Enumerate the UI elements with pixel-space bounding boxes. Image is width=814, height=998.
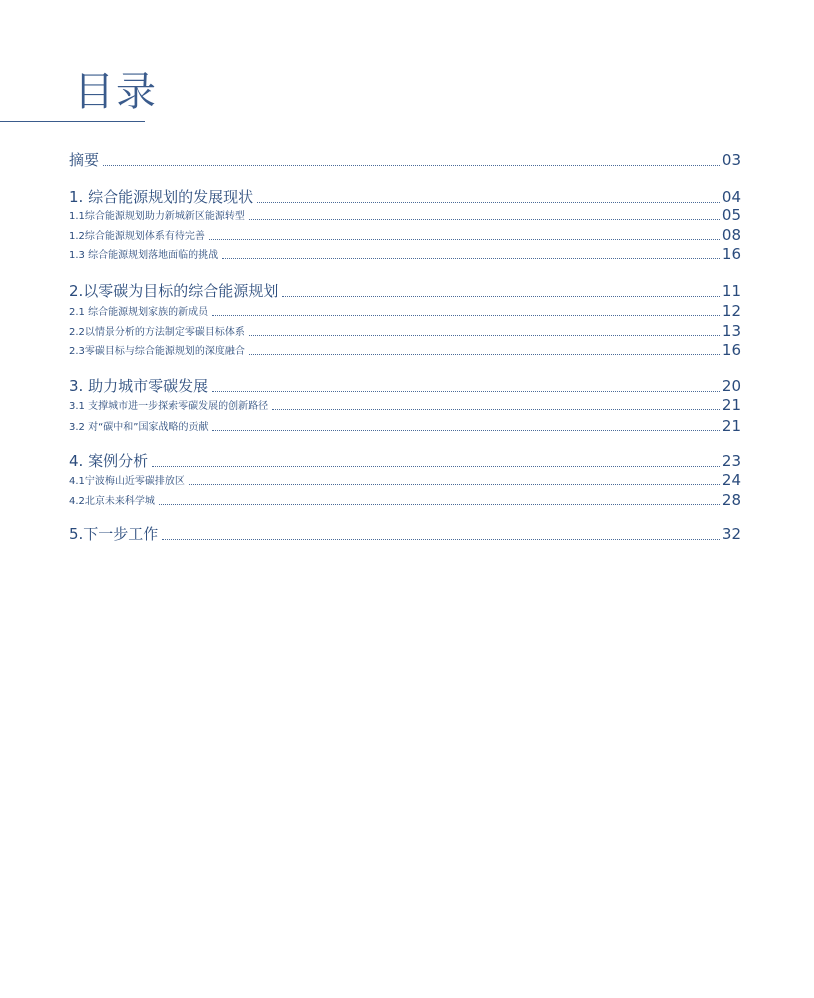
toc-entry-4-2[interactable]: [69, 491, 741, 510]
toc-page-number: 08: [721, 226, 741, 244]
toc-entry-label: 3.2 对“碳中和”国家战略的贡献: [69, 422, 209, 433]
toc-entry-label: 1.1综合能源规划助力新城新区能源转型: [69, 211, 245, 222]
toc-entry-label: 3. 助力城市零碳发展: [69, 377, 209, 395]
leader-dots: [209, 239, 720, 240]
toc-entry-section-5[interactable]: [69, 524, 741, 544]
toc-entry-3-2[interactable]: [69, 417, 741, 436]
leader-dots: [249, 335, 720, 336]
leader-dots: [212, 391, 720, 392]
toc-entry-label: 2.以零碳为目标的综合能源规划: [69, 282, 279, 300]
toc-page-number: 12: [721, 302, 741, 320]
toc-page-number: 04: [721, 188, 741, 206]
toc-entry-4-1[interactable]: [69, 471, 741, 490]
toc-page-number: 03: [721, 151, 741, 169]
title-underline: [0, 121, 145, 122]
toc-page-number: 13: [721, 322, 741, 340]
leader-dots: [159, 504, 720, 505]
toc-entry-section-3[interactable]: [69, 376, 741, 396]
leader-dots: [189, 484, 720, 485]
toc-page-number: 32: [721, 525, 741, 543]
leader-dots: [212, 315, 720, 316]
toc-entry-label: 2.1 综合能源规划家族的新成员: [69, 307, 209, 318]
page-title: 目录: [74, 69, 158, 115]
toc-entry-label: 3.1 支撑城市进一步探索零碳发展的创新路径: [69, 401, 269, 412]
toc-page-number: 16: [721, 245, 741, 263]
toc-entry-1-3[interactable]: [69, 245, 741, 264]
toc-entry-2-2[interactable]: [69, 322, 741, 341]
toc-entry-label: 1.2综合能源规划体系有待完善: [69, 231, 205, 242]
toc-page-number: 20: [721, 377, 741, 395]
leader-dots: [249, 354, 720, 355]
toc-entry-label: 1.3 综合能源规划落地面临的挑战: [69, 250, 219, 261]
leader-dots: [257, 202, 720, 203]
toc-entry-section-1[interactable]: [69, 187, 741, 207]
toc-entry-3-1[interactable]: [69, 396, 741, 415]
toc-entry-label: 2.3零碳目标与综合能源规划的深度融合: [69, 346, 245, 357]
toc-entry-label: 1. 综合能源规划的发展现状: [69, 188, 254, 206]
leader-dots: [222, 258, 720, 259]
toc-page-number: 21: [721, 396, 741, 414]
leader-dots: [103, 165, 720, 166]
leader-dots: [249, 219, 720, 220]
toc-entry-label: 4.1宁波梅山近零碳排放区: [69, 476, 185, 487]
leader-dots: [212, 430, 719, 431]
toc-entry-label: 摘要: [69, 151, 100, 169]
leader-dots: [272, 409, 720, 410]
leader-dots: [152, 466, 720, 467]
toc-entry-section-2[interactable]: [69, 281, 741, 301]
leader-dots: [282, 296, 720, 297]
toc-entry-label: 4.2北京未来科学城: [69, 496, 155, 507]
toc-entry-section-4[interactable]: [69, 451, 741, 471]
leader-dots: [162, 539, 720, 540]
toc-entry-label: 5.下一步工作: [69, 525, 159, 543]
toc-entry-2-1[interactable]: [69, 302, 741, 321]
toc-page-number: 24: [721, 471, 741, 489]
toc-entry-label: 2.2以情景分析的方法制定零碳目标体系: [69, 327, 245, 338]
toc-page-number: 21: [721, 417, 741, 435]
toc-entry-1-1[interactable]: [69, 206, 741, 225]
toc-entry-1-2[interactable]: [69, 226, 741, 245]
toc-page-number: 05: [721, 206, 741, 224]
toc-entry-abstract[interactable]: [69, 150, 741, 170]
toc-entry-label: 4. 案例分析: [69, 452, 149, 470]
toc-page-number: 23: [721, 452, 741, 470]
toc-page-number: 16: [721, 341, 741, 359]
toc-page-number: 28: [721, 491, 741, 509]
toc-entry-2-3[interactable]: [69, 341, 741, 360]
toc-page-number: 11: [721, 282, 741, 300]
